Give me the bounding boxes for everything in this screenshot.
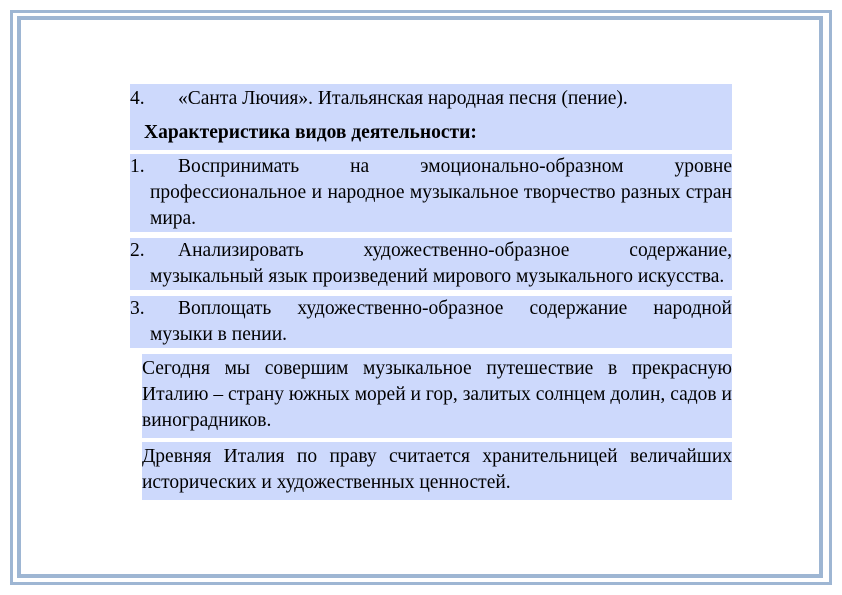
list-number: 2. <box>130 240 145 261</box>
list-text: «Санта Лючия». Итальянская народная песня (пение). <box>178 88 628 109</box>
activities-heading: Характеристика видов деятельности: <box>130 116 732 150</box>
slide-content <box>130 84 732 500</box>
paragraph-italy: Древняя Италия по праву считается хранительницей величайших исторических и художественных ценностей. <box>142 442 732 500</box>
list-text: Воспринимать на эмоционально-образном уровне профессиональное и народное музыкальное творчество разных стран мира. <box>150 156 732 229</box>
list-number: 1. <box>130 156 145 177</box>
list-text: Воплощать художественно-образное содержание народной музыки в пении. <box>150 298 732 345</box>
list-number: 4. <box>130 88 145 109</box>
paragraph-intro: Сегодня мы совершим музыкальное путешествие в прекрасную Италию – страну южных морей и гор, залитых солнцем долин, садов и виноградников. <box>142 354 732 438</box>
activity-item-1 <box>130 154 732 232</box>
activity-item-2 <box>130 238 732 290</box>
list-number: 3. <box>130 298 145 319</box>
list-item-4 <box>130 84 732 116</box>
activity-item-3 <box>130 296 732 348</box>
list-text: Анализировать художественно-образное содержание, музыкальный язык произведений мирового музыкального искусства. <box>150 240 732 287</box>
